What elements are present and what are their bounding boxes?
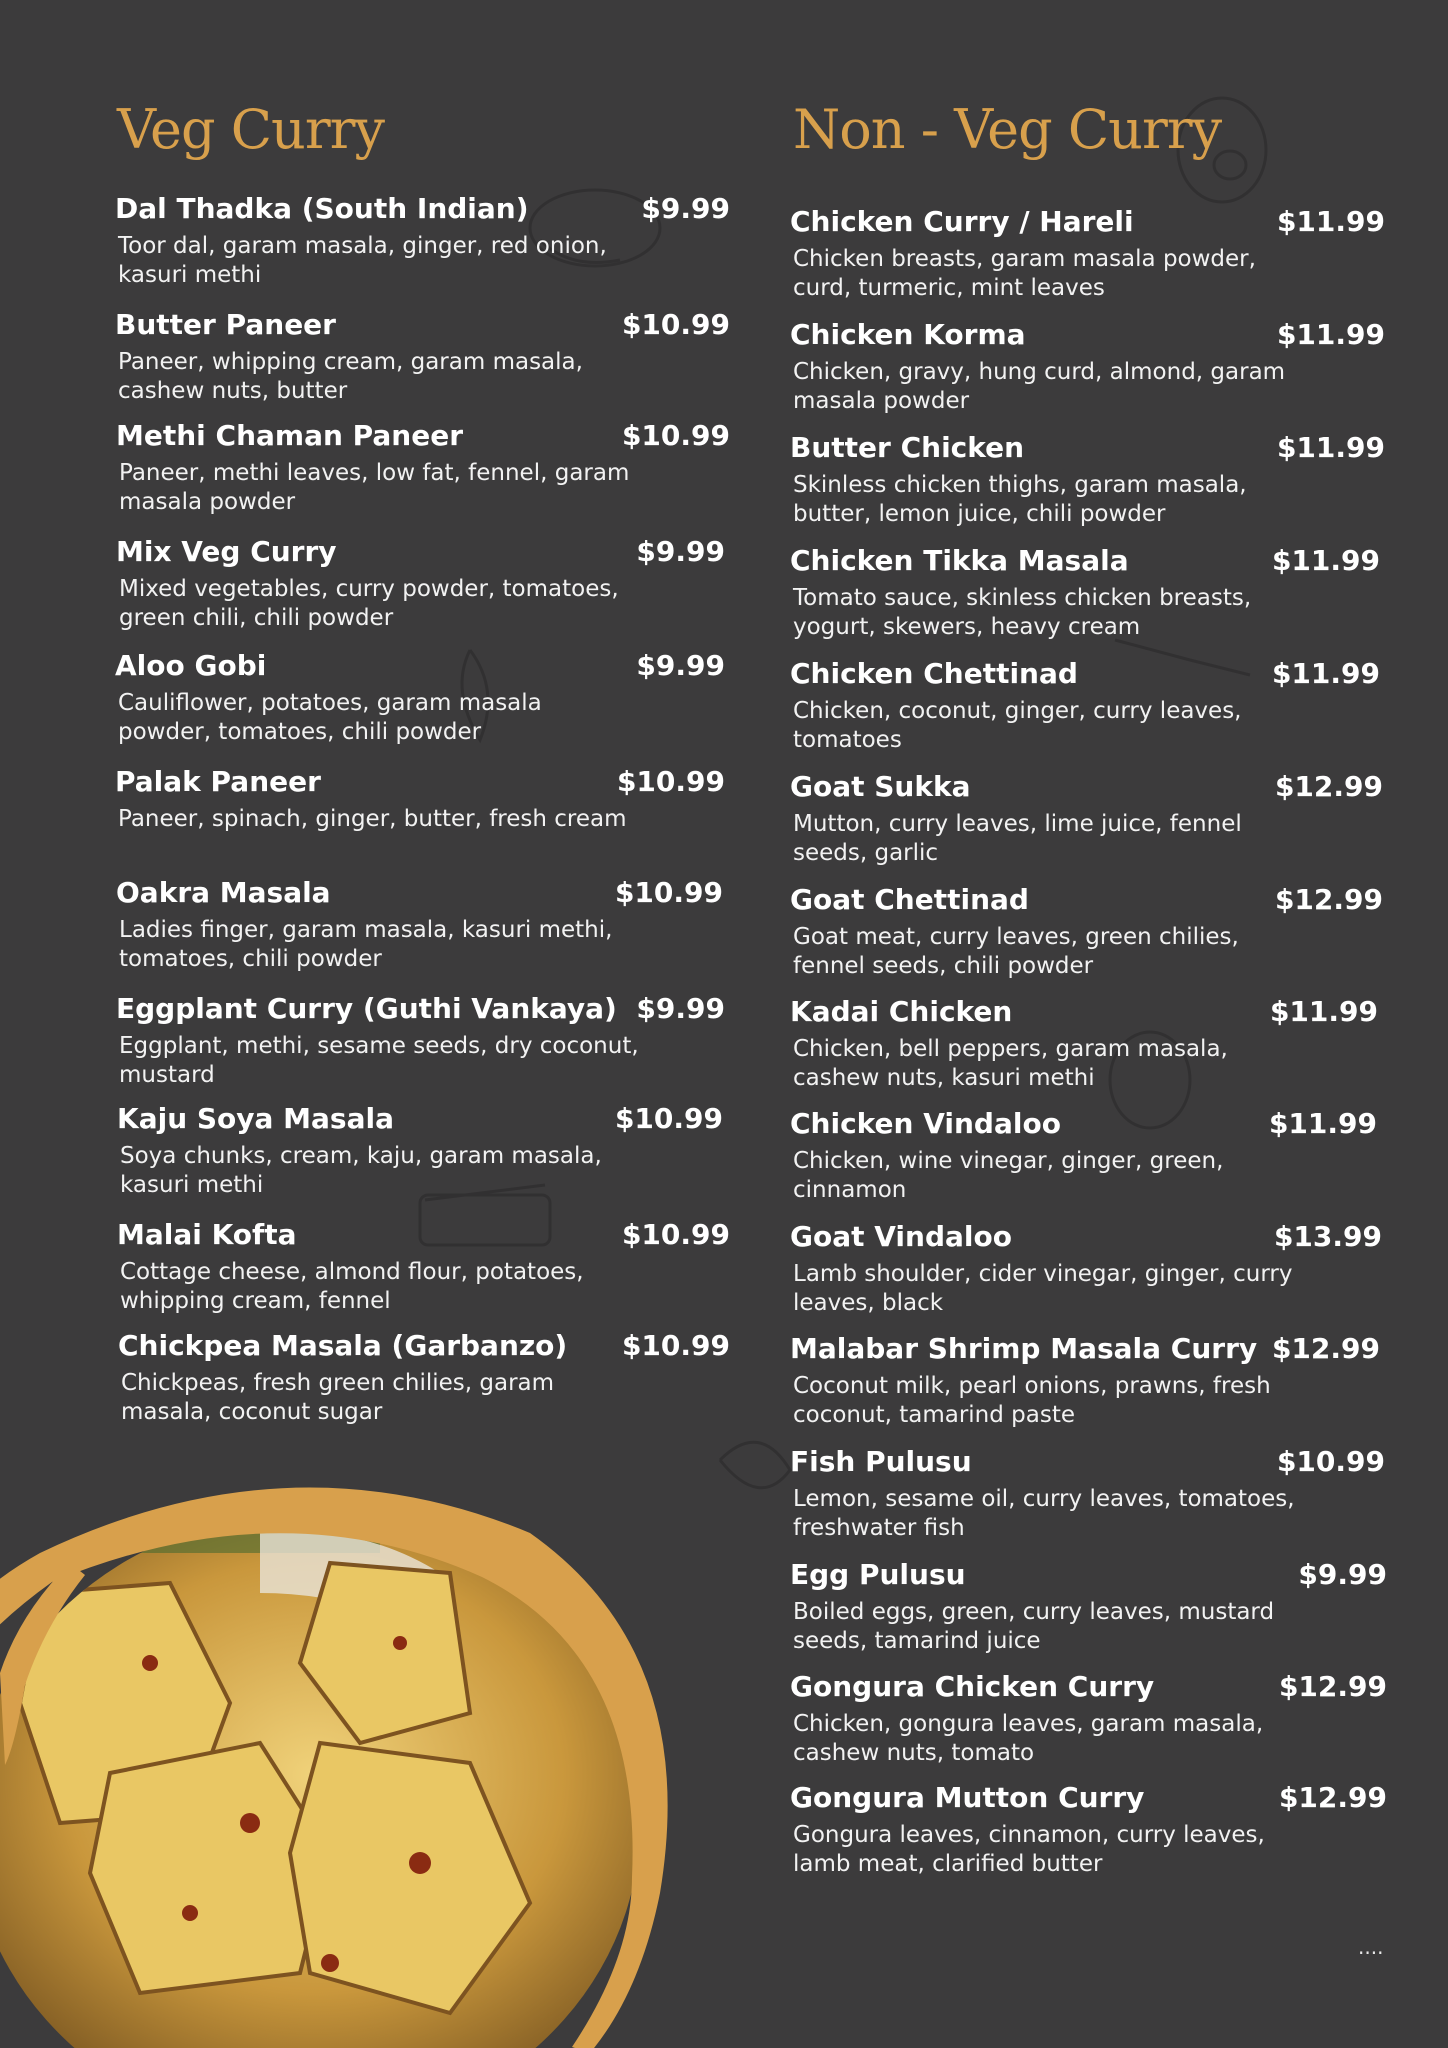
- item-description: Chickpeas, fresh green chilies, garam masala, coconut sugar: [121, 1370, 555, 1425]
- item-name: Fish Pulusu: [790, 1445, 972, 1478]
- veg-menu-item: [115, 308, 730, 408]
- veg-menu-item: [117, 1218, 730, 1318]
- item-name: Chicken Korma: [790, 318, 1026, 351]
- item-description: Toor dal, garam masala, ginger, red onion, kasuri methi: [118, 233, 607, 288]
- item-price: $11.99: [1276, 318, 1385, 351]
- item-price: $10.99: [614, 1102, 723, 1135]
- item-price: $9.99: [636, 535, 725, 568]
- item-price: $11.99: [1269, 995, 1378, 1028]
- item-name: Aloo Gobi: [115, 649, 267, 682]
- non-veg-curry-heading: Non - Veg Curry: [793, 98, 1222, 161]
- item-price: $10.99: [616, 765, 725, 798]
- veg-menu-item: [116, 992, 725, 1092]
- item-price: $10.99: [621, 308, 730, 341]
- item-description: Lemon, sesame oil, curry leaves, tomatoes, freshwater fish: [793, 1486, 1295, 1541]
- item-description: Cottage cheese, almond flour, potatoes, whipping cream, fennel: [120, 1259, 584, 1314]
- item-price: $10.99: [614, 876, 723, 909]
- item-name: Goat Chettinad: [790, 883, 1029, 916]
- item-description: Gongura leaves, cinnamon, curry leaves, lamb meat, clarified butter: [793, 1822, 1265, 1877]
- item-name: Chicken Curry / Hareli: [790, 205, 1134, 238]
- continued-ellipsis: ....: [1358, 1935, 1384, 1959]
- item-description: Mixed vegetables, curry powder, tomatoes, green chili, chili powder: [119, 576, 619, 631]
- item-description: Chicken, gravy, hung curd, almond, garam masala powder: [793, 359, 1286, 414]
- item-price: $13.99: [1273, 1220, 1382, 1253]
- item-price: $10.99: [621, 1218, 730, 1251]
- item-description: Lamb shoulder, cider vinegar, ginger, curry leaves, black: [793, 1261, 1293, 1316]
- item-description: Cauliflower, potatoes, garam masala powder, tomatoes, chili powder: [118, 690, 542, 745]
- item-description: Ladies finger, garam masala, kasuri methi, tomatoes, chili powder: [119, 917, 613, 972]
- nonveg-menu-item: [790, 1220, 1382, 1320]
- item-description: Chicken, wine vinegar, ginger, green, cinnamon: [793, 1148, 1224, 1203]
- nonveg-menu-item: [790, 318, 1385, 418]
- item-description: Mutton, curry leaves, lime juice, fennel seeds, garlic: [793, 811, 1242, 866]
- nonveg-menu-item: [790, 1107, 1377, 1207]
- item-description: Chicken, coconut, ginger, curry leaves, tomatoes: [793, 698, 1242, 753]
- nonveg-menu-item: [790, 544, 1380, 644]
- veg-menu-item: [115, 649, 725, 749]
- veg-menu-item: [115, 765, 725, 865]
- item-description: Soya chunks, cream, kaju, garam masala, kasuri methi: [120, 1143, 602, 1198]
- veg-menu-item: [115, 192, 730, 292]
- item-description: Skinless chicken thighs, garam masala, butter, lemon juice, chili powder: [793, 472, 1247, 527]
- item-name: Methi Chaman Paneer: [116, 419, 464, 452]
- item-description: Eggplant, methi, sesame seeds, dry coconut, mustard: [119, 1033, 639, 1088]
- veg-menu-item: [116, 876, 723, 976]
- nonveg-menu-item: [790, 1332, 1380, 1432]
- nonveg-menu-item: [790, 431, 1385, 531]
- item-price: $11.99: [1268, 1107, 1377, 1140]
- item-price: $9.99: [636, 649, 725, 682]
- item-description: Paneer, spinach, ginger, butter, fresh cream: [118, 806, 627, 832]
- item-name: Goat Vindaloo: [790, 1220, 1012, 1253]
- item-price: $12.99: [1278, 1670, 1387, 1703]
- item-description: Chicken, gongura leaves, garam masala, cashew nuts, tomato: [793, 1711, 1264, 1766]
- item-price: $11.99: [1271, 544, 1380, 577]
- item-price: $9.99: [641, 192, 730, 225]
- item-description: Coconut milk, pearl onions, prawns, fresh coconut, tamarind paste: [793, 1373, 1271, 1428]
- item-name: Malai Kofta: [117, 1218, 297, 1251]
- item-description: Paneer, whipping cream, garam masala, cashew nuts, butter: [118, 349, 583, 404]
- veg-menu-item: [118, 1329, 730, 1429]
- item-price: $10.99: [621, 419, 730, 452]
- item-price: $10.99: [621, 1329, 730, 1362]
- item-price: $12.99: [1274, 883, 1383, 916]
- item-description: Chicken breasts, garam masala powder, curd, turmeric, mint leaves: [793, 246, 1256, 301]
- item-price: $9.99: [636, 992, 725, 1025]
- item-name: Chickpea Masala (Garbanzo): [118, 1329, 568, 1362]
- item-name: Butter Paneer: [115, 308, 336, 341]
- veg-menu-item: [117, 1102, 723, 1202]
- nonveg-menu-item: [790, 1445, 1385, 1545]
- item-price: $11.99: [1271, 657, 1380, 690]
- item-name: Malabar Shrimp Masala Curry: [790, 1332, 1258, 1365]
- item-description: Chicken, bell peppers, garam masala, cashew nuts, kasuri methi: [793, 1036, 1228, 1091]
- item-price: $12.99: [1274, 770, 1383, 803]
- item-name: Chicken Tikka Masala: [790, 544, 1129, 577]
- item-name: Palak Paneer: [115, 765, 321, 798]
- item-price: $12.99: [1271, 1332, 1380, 1365]
- item-name: Chicken Chettinad: [790, 657, 1078, 690]
- item-name: Oakra Masala: [116, 876, 331, 909]
- nonveg-menu-item: [790, 1558, 1387, 1658]
- item-price: $12.99: [1278, 1781, 1387, 1814]
- item-description: Goat meat, curry leaves, green chilies, fennel seeds, chili powder: [793, 924, 1239, 979]
- item-description: Boiled eggs, green, curry leaves, mustard seeds, tamarind juice: [793, 1599, 1275, 1654]
- item-name: Kadai Chicken: [790, 995, 1013, 1028]
- veg-menu-item: [116, 419, 730, 519]
- item-price: $11.99: [1276, 205, 1385, 238]
- item-price: $10.99: [1276, 1445, 1385, 1478]
- veg-menu-item: [116, 535, 725, 635]
- nonveg-menu-item: [790, 657, 1380, 757]
- item-name: Egg Pulusu: [790, 1558, 966, 1591]
- item-name: Goat Sukka: [790, 770, 971, 803]
- item-price: $9.99: [1298, 1558, 1387, 1591]
- nonveg-menu-item: [790, 1781, 1387, 1881]
- item-description: Paneer, methi leaves, low fat, fennel, garam masala powder: [119, 460, 630, 515]
- item-description: Tomato sauce, skinless chicken breasts, yogurt, skewers, heavy cream: [793, 585, 1252, 640]
- nonveg-menu-item: [790, 1670, 1387, 1770]
- nonveg-menu-item: [790, 205, 1385, 305]
- item-name: Gongura Chicken Curry: [790, 1670, 1155, 1703]
- item-name: Dal Thadka (South Indian): [115, 192, 529, 225]
- nonveg-menu-item: [790, 883, 1383, 983]
- veg-curry-heading: Veg Curry: [117, 98, 384, 161]
- item-name: Eggplant Curry (Guthi Vankaya): [116, 992, 617, 1025]
- item-name: Mix Veg Curry: [116, 535, 337, 568]
- item-name: Butter Chicken: [790, 431, 1025, 464]
- item-price: $11.99: [1276, 431, 1385, 464]
- nonveg-menu-item: [790, 770, 1383, 870]
- item-name: Gongura Mutton Curry: [790, 1781, 1145, 1814]
- nonveg-menu-item: [790, 995, 1378, 1095]
- item-name: Kaju Soya Masala: [117, 1102, 394, 1135]
- food-photo: [0, 1443, 700, 2048]
- item-name: Chicken Vindaloo: [790, 1107, 1061, 1140]
